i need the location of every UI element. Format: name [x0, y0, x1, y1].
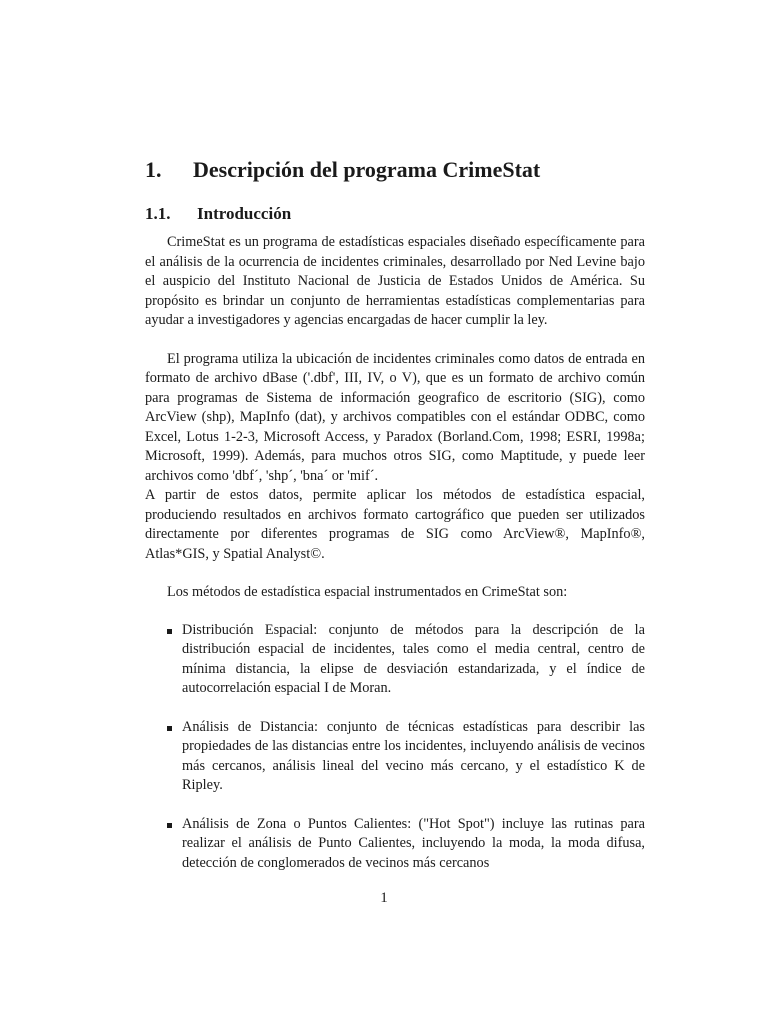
- paragraph-gap: [145, 331, 645, 350]
- list-item: [145, 815, 645, 874]
- subsection-heading: [145, 203, 645, 225]
- methods-list: [145, 621, 645, 874]
- section-heading: [145, 155, 645, 185]
- paragraph-intro: CrimeStat es un programa de estadísticas espaciales diseñado específicamente para el análisis de la ocurrencia de incidentes criminales, desarrollado por Ned Levine bajo el auspicio del Instituto Nacional de Justicia de Estados Unidos de América. Su propósito es brindar un conjunto de herramientas estadísticas complementarias para ayudar a investigadores y agencias encargadas de hacer cumplir la ley.: [145, 234, 645, 328]
- subsection-number: 1.1.: [145, 204, 171, 223]
- paragraph-input-formats: El programa utiliza la ubicación de incidentes criminales como datos de entrada en formato de archivo dBase ('.dbf', III, IV, o V), que es un formato de archivo común para programas de Sistema de información geografico de escritorio (SIG), como ArcView (shp), MapInfo (dat), y archivos compatibles con el estándar ODBC, como Excel, Lotus 1-2-3, Microsoft Access, y Paradox (Borland.Com, 1998; ESRI, 1998a; Microsoft, 1999). Además, para muchos otros SIG, como Maptitude, y puede leer archivos como 'dbf´, 'shp´, 'bna´ or 'mif´.: [145, 350, 645, 484]
- list-item: [145, 621, 645, 699]
- page-number: 1: [380, 890, 388, 906]
- paragraph-gap: [145, 564, 645, 583]
- section-title: Descripción del programa CrimeStat: [193, 157, 541, 182]
- list-item-text: Análisis de Zona o Puntos Calientes: ("Hot Spot") incluye las rutinas para realizar el análisis de Punto Calientes, incluyendo la moda, la moda difusa, detección de conglomerados de vecinos más cercanos: [182, 815, 645, 871]
- list-item-text: Distribución Espacial: conjunto de métodos para la descripción de la distribución espacial de incidentes, tales como el media central, centro de mínima distancia, la elipse de desviación estandarizada, y el índice de autocorrelación espacial I de Moran.: [182, 621, 645, 696]
- section-number: 1.: [145, 157, 162, 182]
- bullet-square-icon: [167, 629, 172, 634]
- bullet-square-icon: [167, 823, 172, 828]
- paragraph-output-formats: A partir de estos datos, permite aplicar los métodos de estadística espacial, produciendo resultados en archivos formato cartográfico que pueden ser utilizados directamente por diferentes programas de SIG como ArcView®, MapInfo®, Atlas*GIS, y Spatial Analyst©.: [145, 487, 645, 562]
- paragraph-methods-intro: Los métodos de estadística espacial instrumentados en CrimeStat son:: [167, 584, 568, 600]
- list-item: [145, 718, 645, 796]
- subsection-title: Introducción: [197, 204, 292, 223]
- bullet-square-icon: [167, 726, 172, 731]
- list-item-text: Análisis de Distancia: conjunto de técnicas estadísticas para describir las propiedades de las distancias entre los incidentes, incluyendo análisis de vecinos más cercanos, análisis lineal del vecino más cercano, y el estadístico K de Ripley.: [182, 718, 645, 793]
- page-content: [145, 155, 645, 892]
